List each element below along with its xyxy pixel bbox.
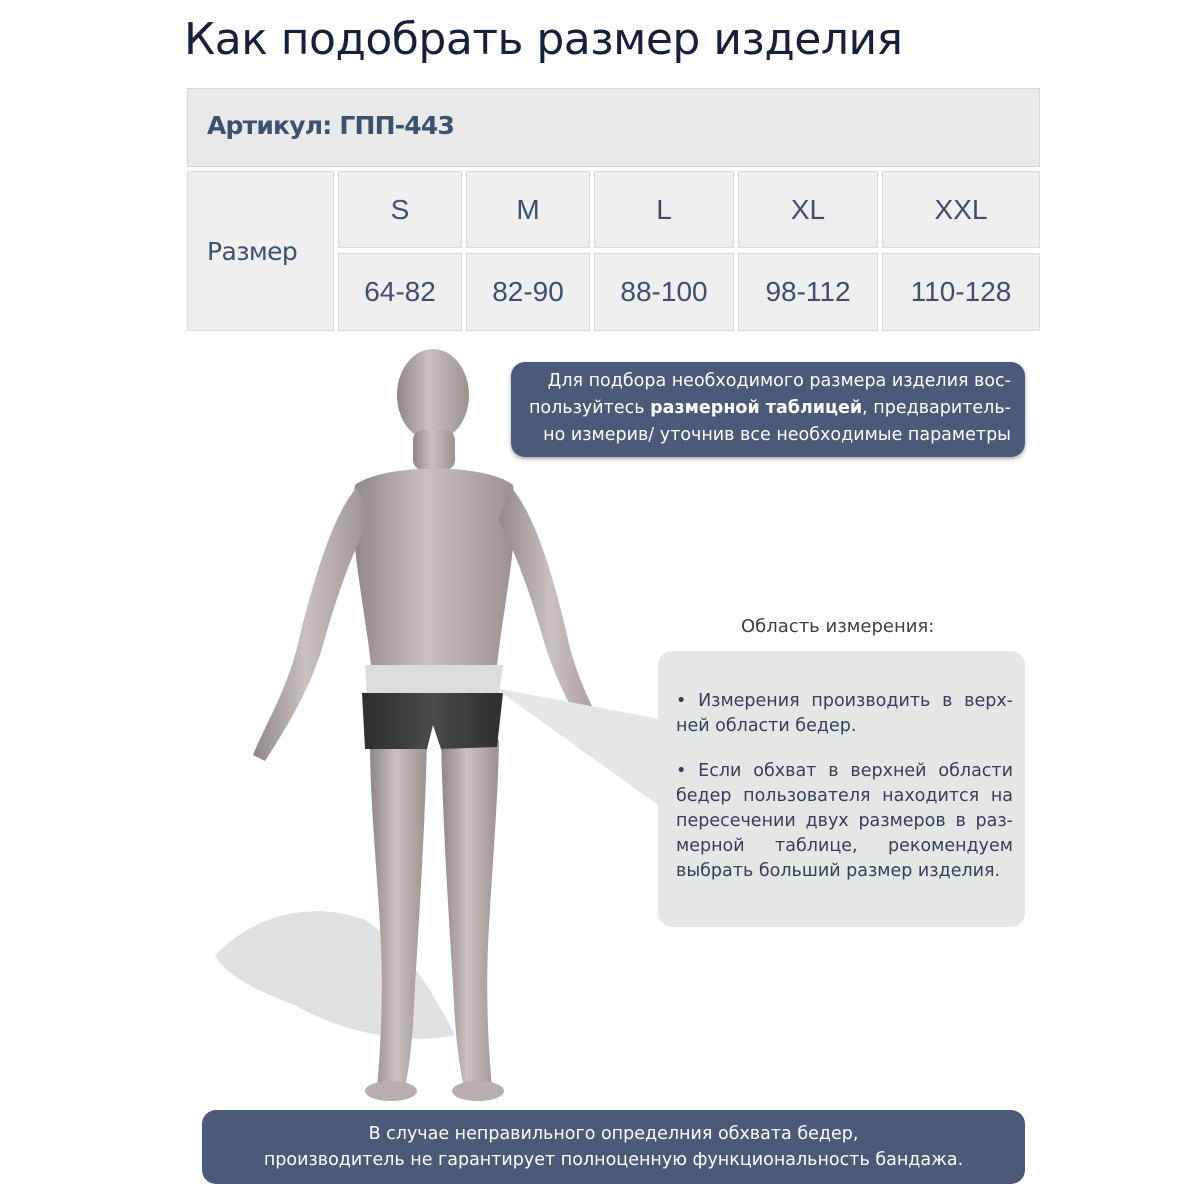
size-range-l: 88-100 — [594, 253, 734, 331]
hint-text-start: Для подбора необходимого размера изделия вос-пользуйтесь — [528, 371, 1011, 418]
size-table-hint — [511, 362, 1025, 457]
head — [397, 349, 469, 441]
floor-shadow — [215, 911, 455, 1038]
hint-text-end: , предваритель-но измерив/ уточнив все необходимые параметры — [543, 398, 1011, 445]
size-header-m: M — [466, 171, 590, 248]
measurement-point-1: • Измерения производить в верх-ней области бедер. — [676, 691, 1013, 736]
size-range-xl: 98-112 — [738, 253, 878, 331]
shorts — [362, 693, 503, 749]
article-bar — [187, 88, 1040, 167]
page-title: Как подобрать размер изделия — [184, 14, 903, 65]
info-pointer — [495, 680, 665, 810]
waistband — [365, 665, 503, 695]
measurement-info-box — [658, 651, 1025, 927]
hint-text-bold: размерной таблицей — [650, 398, 863, 418]
size-header-xl: XL — [738, 171, 878, 248]
size-range-xxl: 110-128 — [882, 253, 1040, 331]
measurement-point-2: • Если обхват в верхней области бедер пользователя находится на пересечении двух размеров в раз-мерной таблице, рекомендуем выбрать больший размер изделия. — [676, 761, 1013, 881]
torso — [353, 469, 515, 666]
warning-footer — [202, 1110, 1025, 1184]
warning-line-1: В случае неправильного определния обхвата бедер, — [368, 1124, 859, 1144]
size-range-m: 82-90 — [466, 253, 590, 331]
size-header-xxl: XXL — [882, 171, 1040, 248]
measurement-area-heading: Область измерения: — [741, 616, 935, 637]
warning-line-2: производитель не гарантирует полноценную функциональность бандажа. — [263, 1150, 964, 1170]
neck — [413, 430, 455, 470]
size-header-l: L — [594, 171, 734, 248]
left-arm — [253, 487, 370, 761]
left-foot — [365, 1081, 417, 1101]
right-foot — [452, 1081, 504, 1101]
article-label: Артикул: ГПП-443 — [207, 111, 455, 140]
size-row-label: Размер — [187, 171, 334, 331]
size-range-s: 64-82 — [338, 253, 462, 331]
size-header-s: S — [338, 171, 462, 248]
